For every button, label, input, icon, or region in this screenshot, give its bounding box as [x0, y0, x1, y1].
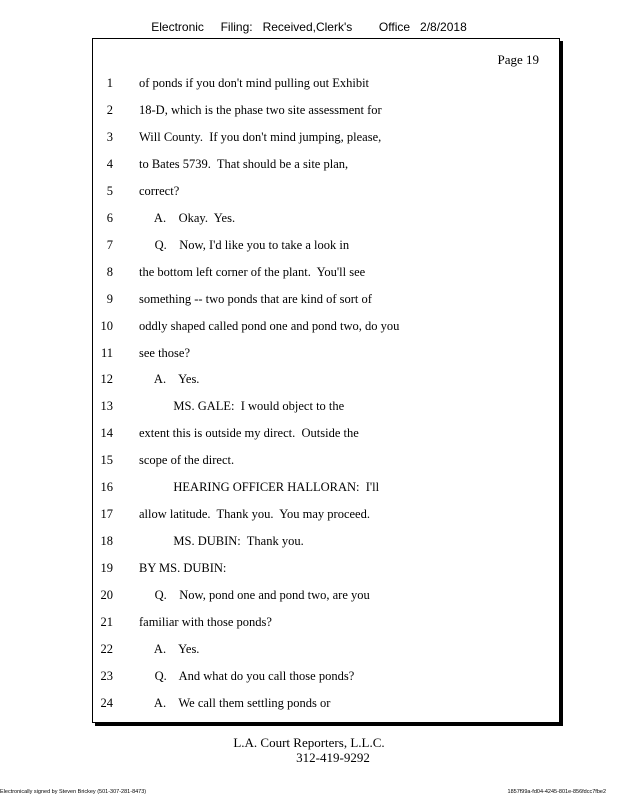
line-number: 12: [100, 372, 113, 387]
line-number: 1: [106, 76, 113, 90]
reporter-phone: 312-419-9292: [296, 750, 370, 765]
line-number: 15: [100, 453, 113, 468]
line-number: 13: [100, 399, 113, 414]
line-text: Will County. If you don't mind jumping, please,: [139, 129, 382, 144]
transcript-line: [93, 613, 559, 631]
transcript-line: [93, 667, 559, 685]
transcript-line: [93, 101, 559, 119]
transcript-line: [93, 236, 559, 254]
line-text: scope of the direct.: [139, 453, 235, 468]
line-text: Q. And what do you call those ponds?: [139, 668, 355, 683]
page-number: Page 19: [497, 52, 539, 67]
line-number: 6: [106, 210, 113, 225]
line-text: allow latitude. Thank you. You may proceed.: [139, 507, 370, 522]
line-text: see those?: [139, 345, 191, 360]
transcript-line: [93, 263, 559, 281]
transcript-line: [93, 182, 559, 200]
line-number: 7: [106, 237, 113, 252]
line-number: 11: [100, 345, 113, 360]
transcript-line: [93, 155, 559, 173]
line-number: 20: [100, 588, 113, 603]
line-text: HEARING OFFICER HALLORAN: I'll: [139, 480, 380, 495]
line-number: 14: [100, 426, 113, 441]
transcript-line: [93, 640, 559, 658]
line-number: 9: [106, 291, 113, 306]
line-text: A. Yes.: [139, 372, 200, 387]
line-number: 4: [106, 156, 113, 171]
line-number: 17: [100, 507, 113, 522]
reporter-footer: [0, 735, 618, 765]
line-text: of ponds if you don't mind pulling out Exhibit: [139, 76, 370, 90]
line-number: 10: [100, 318, 113, 333]
reporter-company: L.A. Court Reporters, L.L.C.: [233, 735, 385, 750]
transcript-line: [93, 128, 559, 146]
line-text: A. Yes.: [139, 641, 200, 656]
transcript-line: [93, 451, 559, 469]
line-number: 5: [106, 183, 113, 198]
line-number: 24: [100, 695, 113, 710]
line-number: 21: [100, 615, 113, 629]
line-number: 16: [100, 480, 113, 495]
electronic-signature: Electronically signed by Steven Brickey (501-307-281-8473): [0, 789, 147, 795]
transcript-line: [93, 478, 559, 496]
line-text: MS. DUBIN: Thank you.: [139, 534, 304, 549]
transcript-line: [93, 559, 559, 577]
line-text: familiar with those ponds?: [139, 615, 272, 629]
line-text: the bottom left corner of the plant. You'll see: [139, 264, 366, 279]
line-text: BY MS. DUBIN:: [139, 561, 227, 576]
transcript-line: [93, 424, 559, 442]
line-text: something -- two ponds that are kind of sort of: [139, 291, 372, 306]
line-number: 22: [100, 641, 113, 656]
line-text: A. We call them settling ponds or: [139, 695, 331, 710]
transcript-line: [93, 344, 559, 362]
document-hash: 1857f99a-fd04-4245-801e-856fdcc7fbe2: [507, 789, 606, 795]
line-text: Q. Now, pond one and pond two, are you: [139, 588, 370, 603]
transcript-line: [93, 209, 559, 227]
line-text: oddly shaped called pond one and pond two, do you: [139, 318, 400, 333]
line-text: A. Okay. Yes.: [139, 210, 236, 225]
line-number: 19: [100, 561, 113, 576]
line-number: 18: [100, 534, 113, 549]
line-text: extent this is outside my direct. Outside the: [139, 426, 359, 441]
transcript-line: [93, 370, 559, 388]
transcript-line: [93, 290, 559, 308]
transcript-line: [93, 694, 559, 712]
line-text: 18-D, which is the phase two site assessment for: [139, 102, 382, 117]
transcript-line: [93, 317, 559, 335]
transcript-line: [93, 586, 559, 604]
line-number: 3: [106, 129, 113, 144]
transcript-line: [93, 532, 559, 550]
transcript-page: [92, 38, 560, 723]
transcript-line: [93, 74, 559, 92]
line-text: Q. Now, I'd like you to take a look in: [139, 237, 350, 252]
line-number: 23: [100, 668, 113, 683]
transcript-line: [93, 397, 559, 415]
line-number: 8: [106, 264, 113, 279]
line-text: MS. GALE: I would object to the: [139, 399, 345, 414]
line-number: 2: [106, 102, 113, 117]
line-text: to Bates 5739. That should be a site plan,: [139, 156, 349, 171]
filing-stamp: Electronic Filing: Received,Clerk's Office 2/8/2018: [151, 20, 467, 34]
line-text: correct?: [139, 183, 180, 198]
transcript-line: [93, 505, 559, 523]
